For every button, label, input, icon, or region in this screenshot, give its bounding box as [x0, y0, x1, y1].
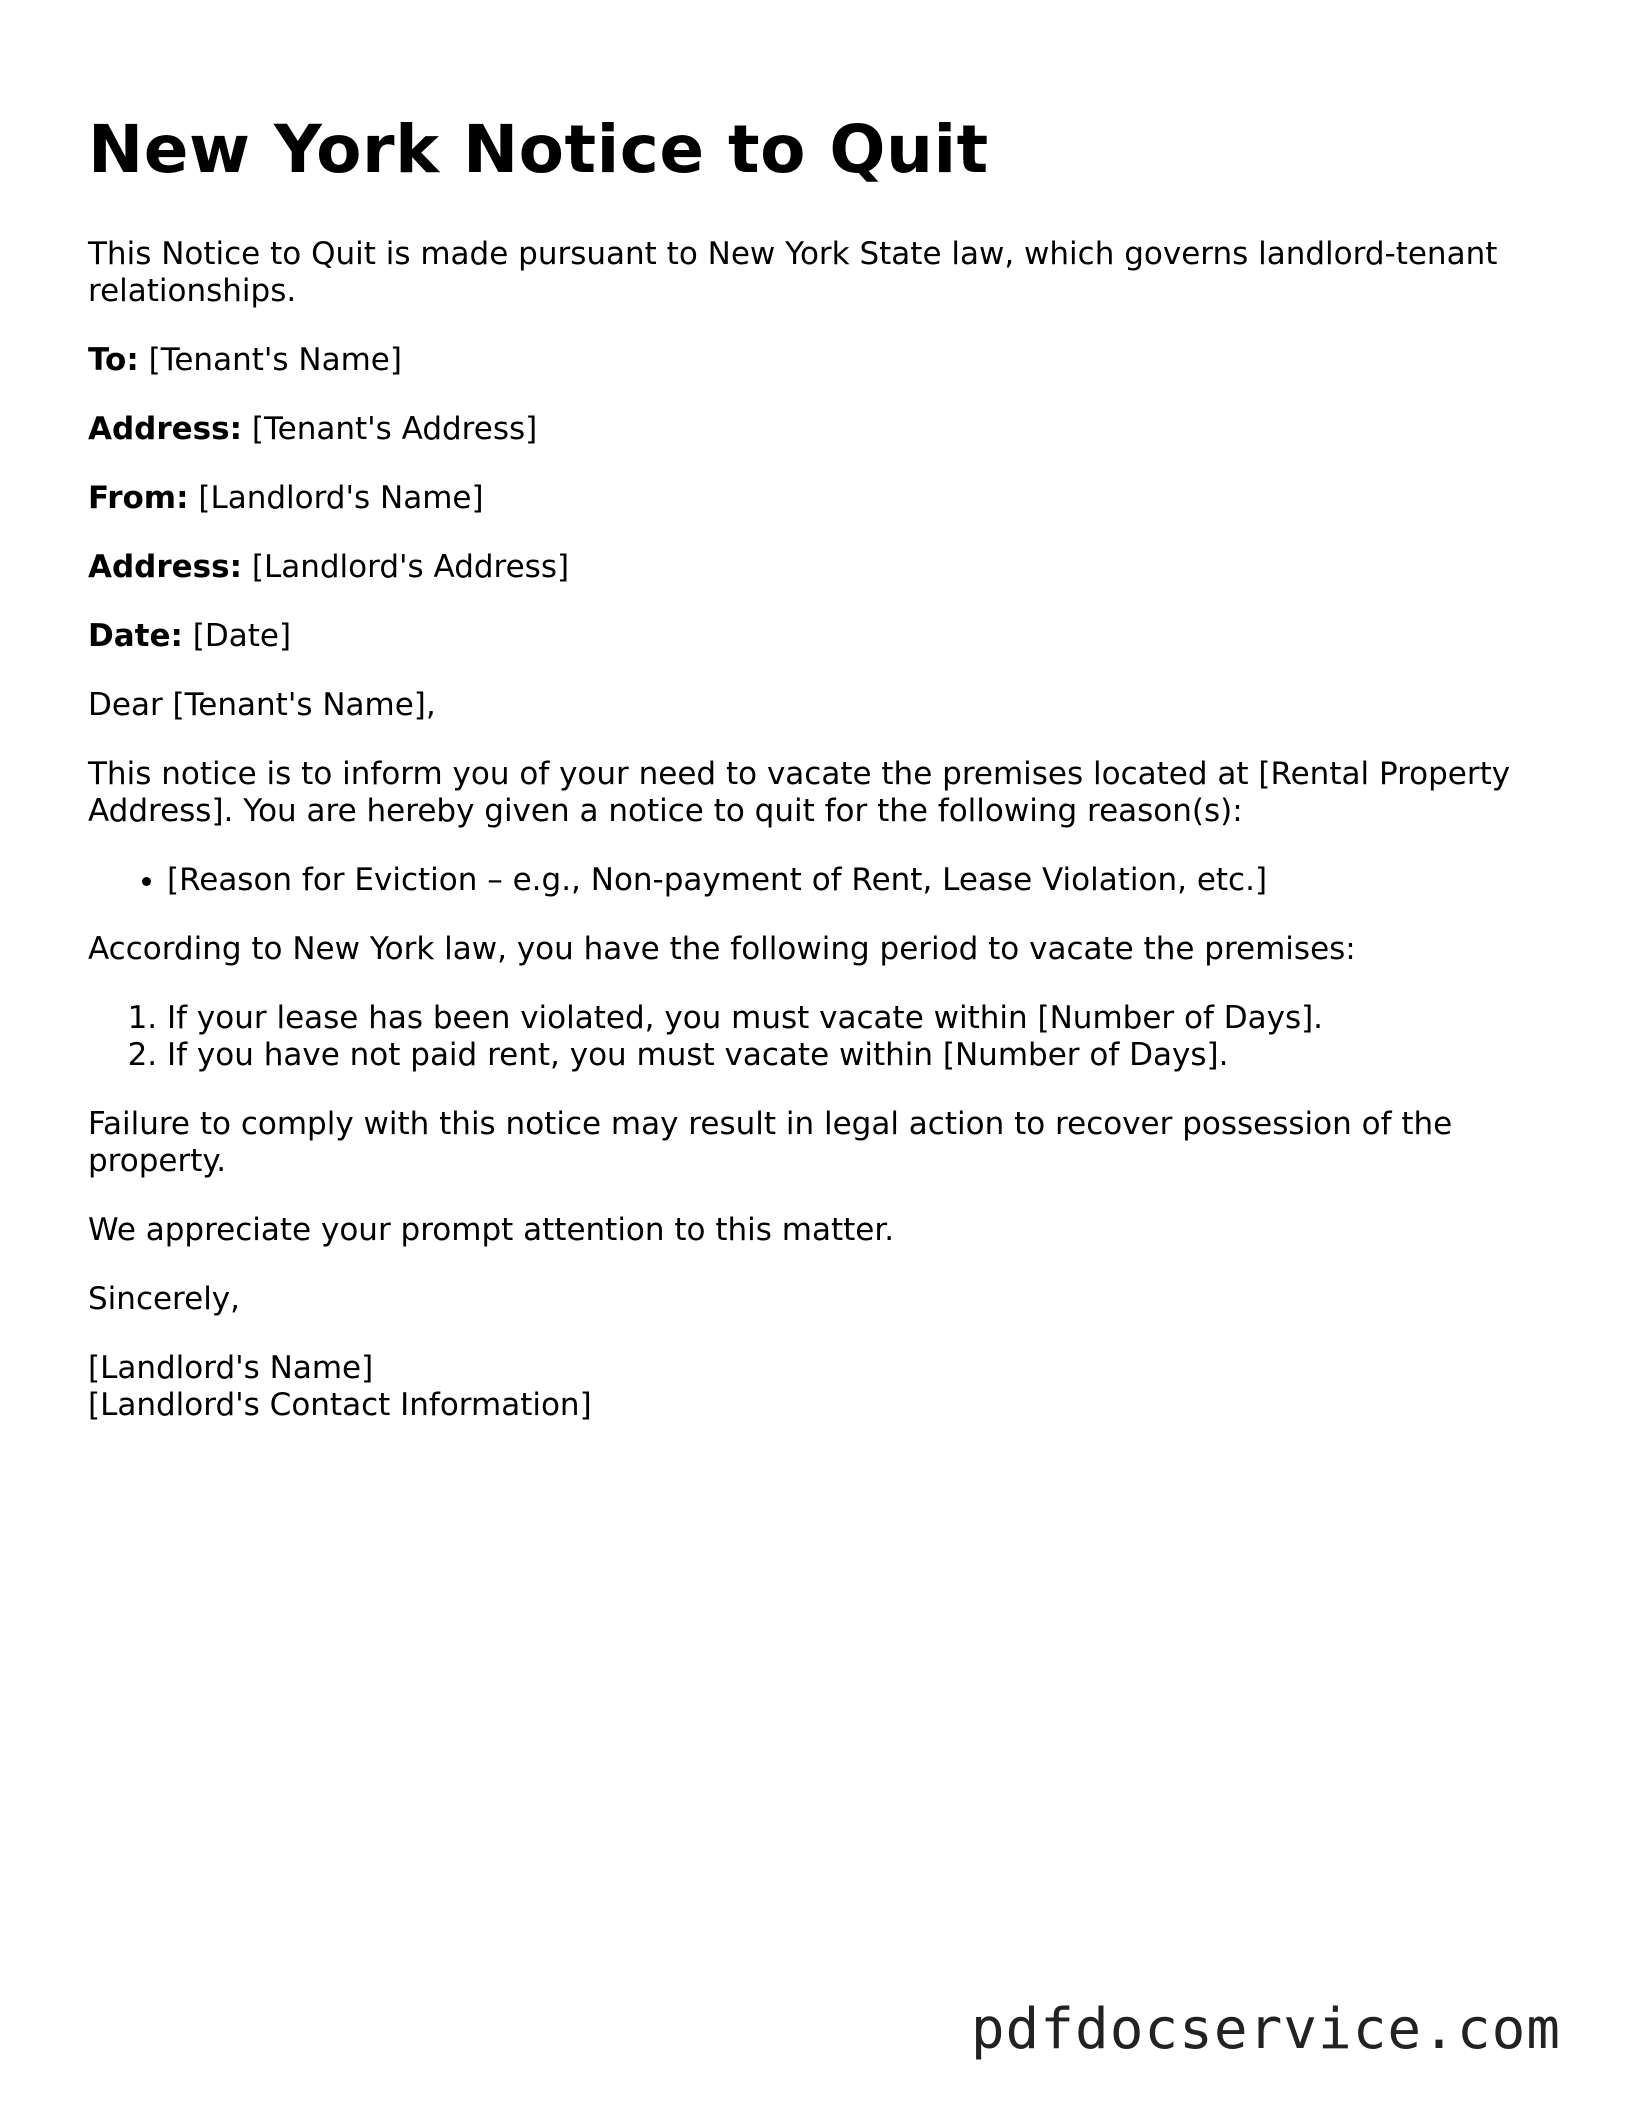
- field-from-label: From:: [88, 480, 189, 516]
- field-tenant-address-value: [Tenant's Address]: [251, 411, 538, 447]
- field-landlord-address-value: [Landlord's Address]: [251, 549, 570, 585]
- closing: Sincerely,: [88, 1281, 241, 1317]
- document-page: [88, 108, 1548, 1424]
- signature-contact: [Landlord's Contact Information]: [88, 1387, 592, 1423]
- list-item: • [Reason for Eviction – e.g., Non-payment of Rent, Lease Violation, etc.]: [167, 862, 1548, 899]
- notice-paragraph: This notice is to inform you of your need to vacate the premises located at [Rental Property Address]. You are hereby given a notice to quit for the following reason(s):: [88, 756, 1511, 829]
- field-landlord-address: [88, 549, 1548, 586]
- reasons-list: [88, 862, 1548, 899]
- list-item: 1. If your lease has been violated, you must vacate within [Number of Days].: [167, 1000, 1548, 1037]
- salutation: Dear [Tenant's Name],: [88, 687, 436, 723]
- field-tenant-address: [88, 411, 1548, 448]
- watermark: pdfdocservice.com: [970, 1997, 1561, 2062]
- field-to-label: To:: [88, 342, 139, 378]
- field-date: [88, 618, 1548, 655]
- field-from: [88, 480, 1548, 517]
- failure-paragraph: Failure to comply with this notice may result in legal action to recover possession of the property.: [88, 1106, 1453, 1179]
- list-item: 2. If you have not paid rent, you must vacate within [Number of Days].: [167, 1037, 1548, 1074]
- field-date-label: Date:: [88, 618, 183, 654]
- signature-name: [Landlord's Name]: [88, 1350, 374, 1386]
- field-to-value: [Tenant's Name]: [148, 342, 402, 378]
- field-tenant-address-label: Address:: [88, 411, 242, 447]
- periods-list: [88, 1000, 1548, 1074]
- field-landlord-address-label: Address:: [88, 549, 242, 585]
- field-from-value: [Landlord's Name]: [198, 480, 484, 516]
- intro-paragraph: This Notice to Quit is made pursuant to New York State law, which governs landlord-tenant relationships.: [88, 236, 1498, 309]
- field-date-value: [Date]: [192, 618, 292, 654]
- appreciation-paragraph: We appreciate your prompt attention to this matter.: [88, 1212, 895, 1248]
- field-to: [88, 342, 1548, 379]
- period-intro: According to New York law, you have the following period to vacate the premises:: [88, 931, 1356, 967]
- signature-block: [88, 1350, 1548, 1424]
- document-title: New York Notice to Quit: [88, 111, 989, 188]
